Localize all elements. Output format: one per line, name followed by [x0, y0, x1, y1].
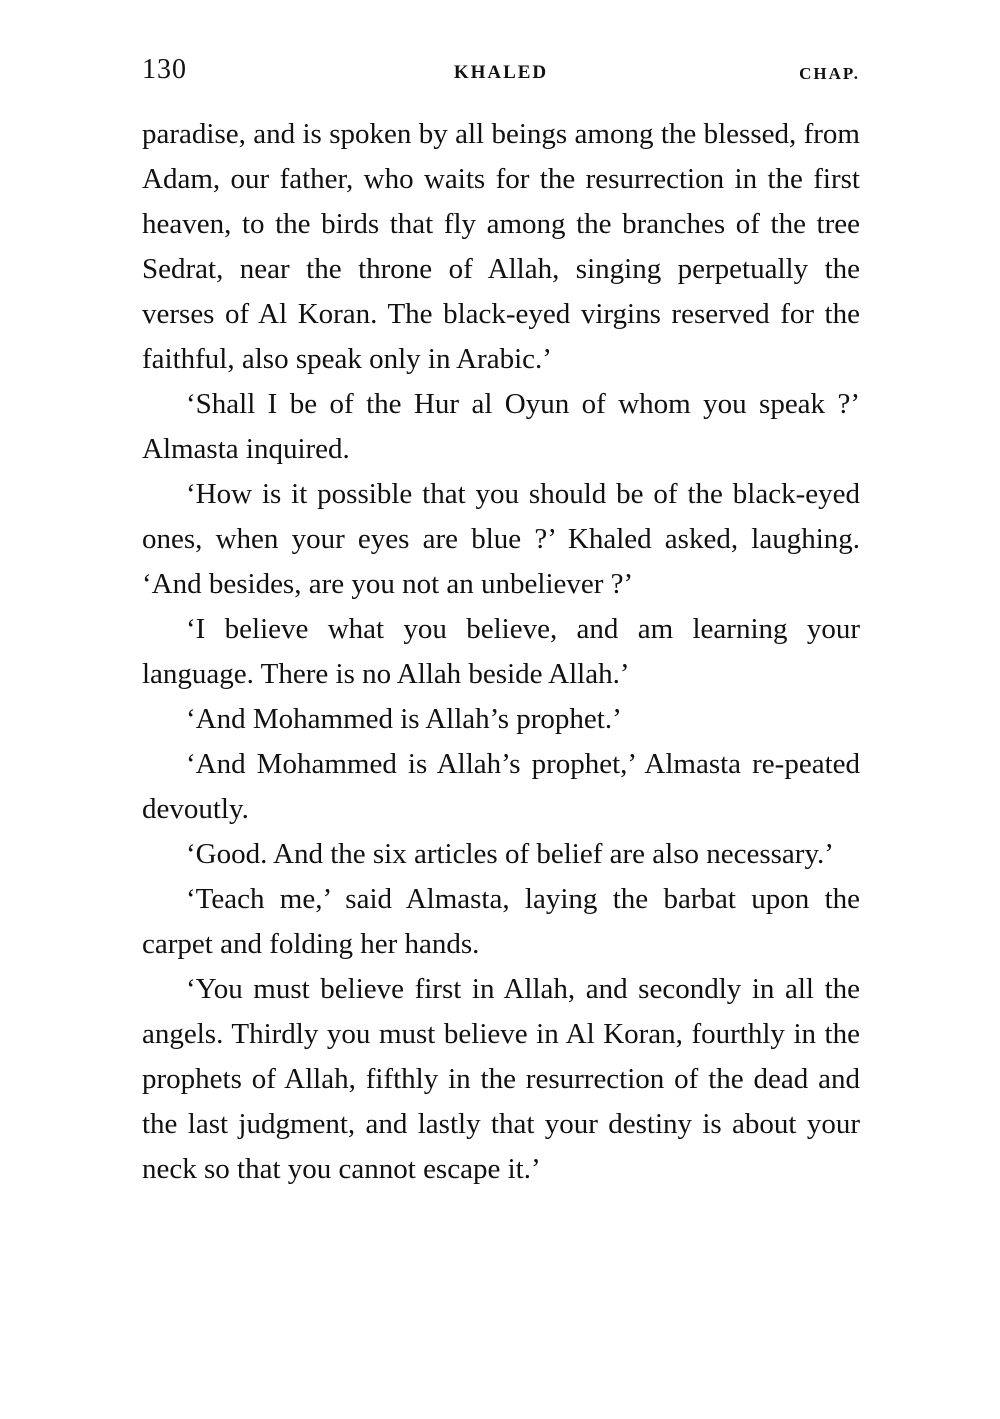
- running-chapter: CHAP.: [799, 64, 860, 83]
- running-head: [142, 54, 860, 98]
- running-title: KHALED: [453, 62, 549, 83]
- paragraph-7: ‘Good. And the six articles of belief are also necessary.’: [186, 838, 834, 870]
- page-number: 130: [142, 54, 187, 85]
- body-text: [142, 112, 860, 1192]
- paragraph-8: ‘Teach me,’ said Almasta, laying the barbat upon the carpet and folding her hands.: [142, 883, 860, 960]
- paragraph-2: ‘Shall I be of the Hur al Oyun of whom you speak ?’ Almasta inquired.: [142, 388, 860, 465]
- book-page: [142, 54, 860, 1192]
- paragraph-4: ‘I believe what you believe, and am learning your language. There is no Allah beside Allah.’: [142, 613, 860, 690]
- paragraph-3: ‘How is it possible that you should be of the black-eyed ones, when your eyes are blue ?’ Khaled asked, laughing. ‘And besides, are you not an unbeliever ?’: [142, 478, 860, 600]
- paragraph-6: ‘And Mohammed is Allah’s prophet,’ Almasta re-peated devoutly.: [142, 748, 860, 825]
- paragraph-5: ‘And Mohammed is Allah’s prophet.’: [186, 703, 622, 735]
- paragraph-1: paradise, and is spoken by all beings among the blessed, from Adam, our father, who waits for the resurrection in the first heaven, to the birds that fly among the branches of the tree Sedrat, near the throne of Allah, singing perpetually the verses of Al Koran. The black-eyed virgins reserved for the faithful, also speak only in Arabic.’: [142, 118, 860, 375]
- paragraph-9: ‘You must believe first in Allah, and secondly in all the angels. Thirdly you must believe in Al Koran, fourthly in the prophets of Allah, fifthly in the resurrection of the dead and the last judgment, and lastly that your destiny is about your neck so that you cannot escape it.’: [142, 973, 860, 1185]
